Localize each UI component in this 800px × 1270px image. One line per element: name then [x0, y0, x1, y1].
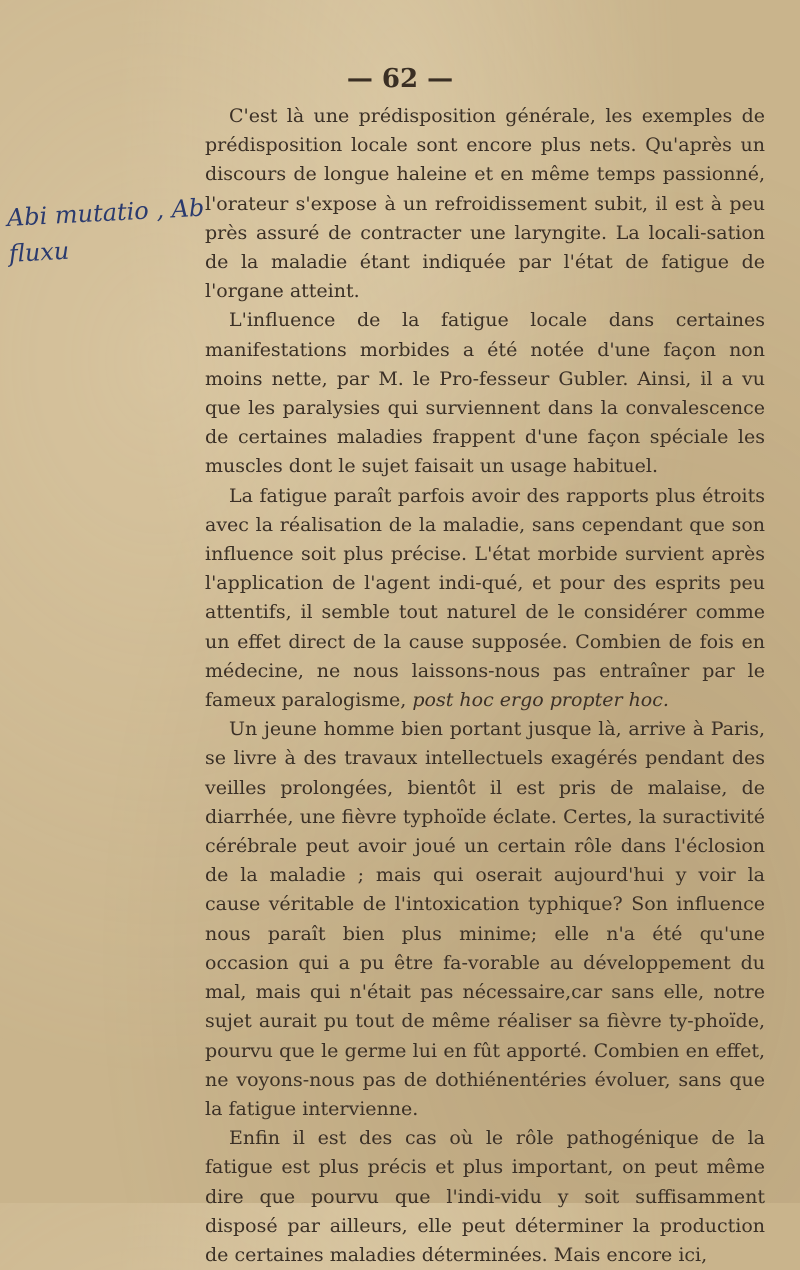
marginal-note-line: Abi mutatio , Ab: [6, 193, 205, 232]
handwritten-marginal-note: [6, 190, 205, 272]
paragraph: Enfin il est des cas où le rôle pathogénique de la fatigue est plus précis et plus important, on peut même dire que pourvu que l'indi-vidu y soit suffisamment disposé par ailleurs, elle peut déterminer la production de certaines maladies déterminées. Mais encore ici,: [205, 1127, 765, 1266]
paragraph: Un jeune homme bien portant jusque là, arrive à Paris, se livre à des travaux intellectuels exagérés pendant des veilles prolongées, bientôt il est pris de malaise, de diarrhée, une fièvre typhoïde éclate. Certes, la suractivité cérébrale peut avoir joué un certain rôle dans l'éclosion de la maladie ; mais qui oserait aujourd'hui y voir la cause véritable de l'intoxication typhique? Son influence nous paraît bien plus minime; elle n'a été qu'une occasion qui a pu être fa-vorable au développement du mal, mais qui n'était pas nécessaire,car sans elle, notre sujet aurait pu tout de même réaliser sa fièvre ty-phoïde, pourvu que le germe lui en fût apporté. Combien en effet, ne voyons-nous pas de dothiénentéries évoluer, sans que la fatigue intervienne.: [205, 718, 765, 1120]
body-text: [205, 102, 765, 1270]
paragraph: L'influence de la fatigue locale dans certaines manifestations morbides a été notée d'une façon non moins nette, par M. le Pro-fesseur Gubler. Ainsi, il a vu que les paralysies qui surviennent dans la convalescence de certaines maladies frappent d'une façon spéciale les muscles dont le sujet faisait un usage habituel.: [205, 309, 765, 478]
paragraph-text: La fatigue paraît parfois avoir des rapports plus étroits avec la réalisation de la maladie, sans cependant que son influence soit plus précise. L'état morbide survient après l'application de l'agent indi-qué, et pour des esprits peu attentifs, il semble tout naturel de le considérer comme un effet direct de la cause supposée. Combien de fois en médecine, ne nous laissons-nous pas entraîner par le fameux paralogisme,: [205, 484, 765, 712]
marginal-note-line: fluxu: [8, 236, 70, 268]
latin-phrase: post hoc ergo propter hoc.: [412, 689, 669, 712]
paragraph: C'est là une prédisposition générale, les exemples de prédisposition locale sont encore plus nets. Qu'après un discours de longue haleine et en même temps passionné, l'orateur s'expose à un refroidissement subit, il est à peu près assuré de contracter une laryngite. La locali-sation de la maladie étant indiquée par l'état de fatigue de l'organe atteint.: [205, 105, 765, 303]
page-number: — 62 —: [346, 64, 454, 94]
paragraph: [205, 482, 765, 716]
